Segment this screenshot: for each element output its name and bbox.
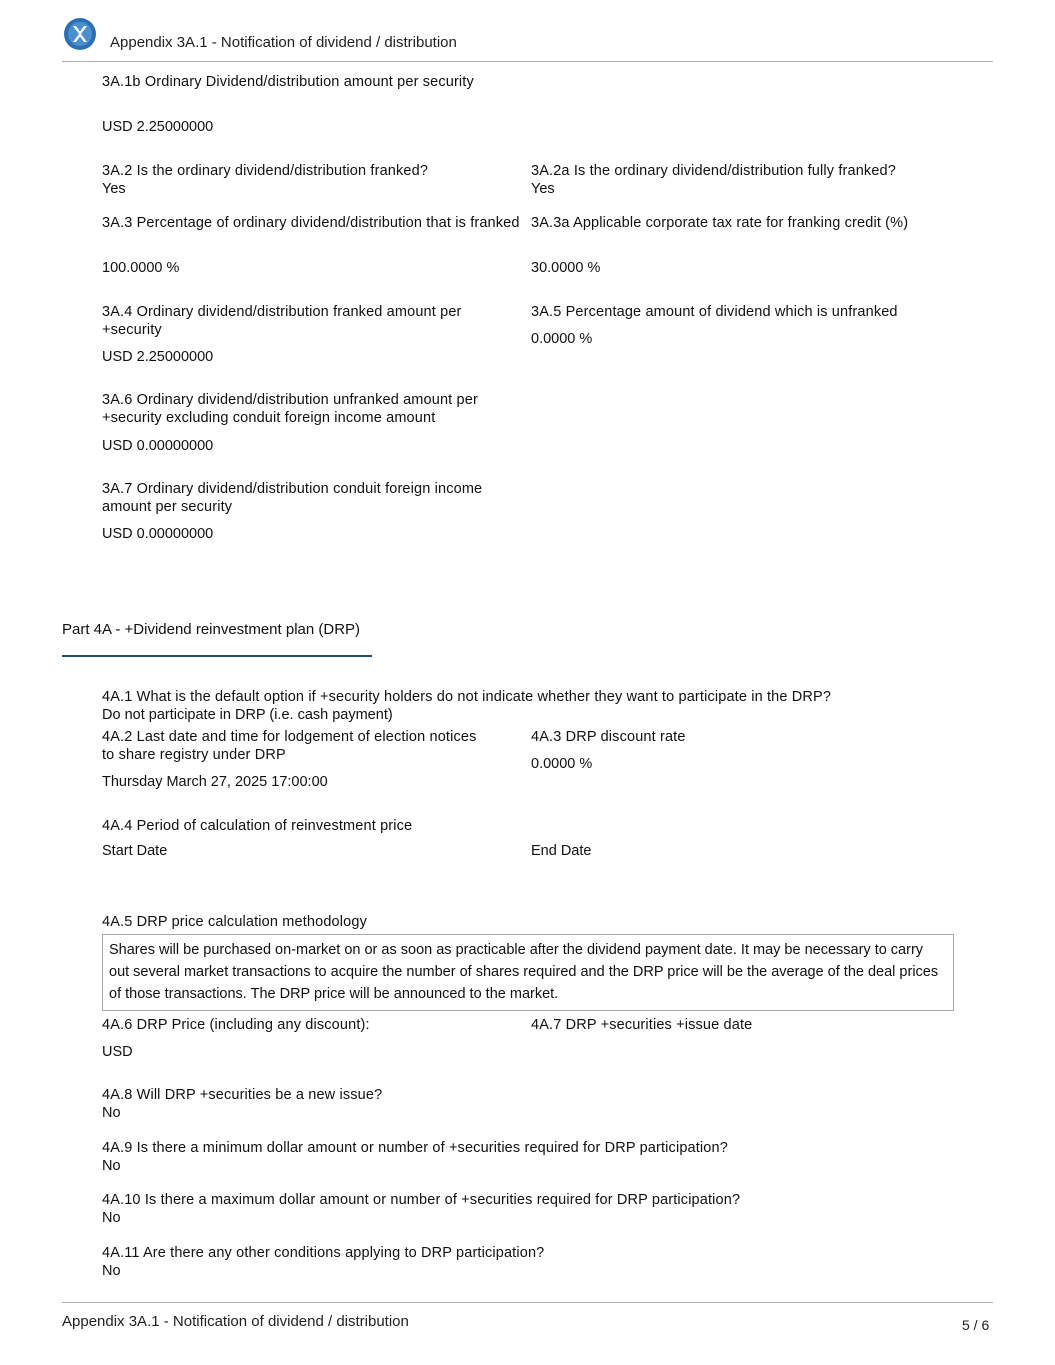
q3a2a-value: Yes [531,181,555,197]
page-number: 5 / 6 [962,1317,990,1333]
part4a-underline [62,655,372,657]
q3a6-label: 3A.6 Ordinary dividend/distribution unfranked amount per +security excluding conduit foreign income amount [102,392,478,426]
q4a5-methodology-box: Shares will be purchased on-market on or as soon as practicable after the dividend payment date. It may be necessary to carry out several market transactions to acquire the number of shares required and the DRP price will be the average of the deal prices of those transactions. The DRP price will be announced to the market. [102,934,954,1011]
q4a4-start-date-label: Start Date [102,843,168,859]
q3a3-label: 3A.3 Percentage of ordinary dividend/distribution that is franked [102,215,520,231]
q4a9-value: No [102,1158,121,1174]
q4a6-label: 4A.6 DRP Price (including any discount): [102,1017,370,1033]
part4a-title: Part 4A - +Dividend reinvestment plan (DRP) [62,621,361,638]
q3a2-value: Yes [102,181,126,197]
q3a4-label: 3A.4 Ordinary dividend/distribution franked amount per +security [102,304,462,338]
q4a2-value: Thursday March 27, 2025 17:00:00 [102,774,328,790]
q3a2a-label: 3A.2a Is the ordinary dividend/distribution fully franked? [531,163,896,179]
q4a10-value: No [102,1210,121,1226]
q4a8-value: No [102,1105,121,1121]
header-title: Appendix 3A.1 - Notification of dividend / distribution [110,34,457,51]
q4a11-value: No [102,1263,121,1279]
q4a1-value: Do not participate in DRP (i.e. cash payment) [102,707,393,723]
q3a3a-value: 30.0000 % [531,260,601,276]
footer-divider [62,1302,993,1303]
q4a7-label: 4A.7 DRP +securities +issue date [531,1017,753,1033]
q4a4-label: 4A.4 Period of calculation of reinvestment price [102,818,413,834]
q4a3-value: 0.0000 % [531,756,593,772]
q3a4-value: USD 2.25000000 [102,349,214,365]
q3a3-value: 100.0000 % [102,260,180,276]
q4a1-label: 4A.1 What is the default option if +security holders do not indicate whether they want to participate in the DRP? [102,689,832,705]
q3a3a-label: 3A.3a Applicable corporate tax rate for franking credit (%) [531,215,909,231]
asx-logo-icon [63,17,97,51]
q3a1b-label: 3A.1b Ordinary Dividend/distribution amount per security [102,74,474,90]
footer-title: Appendix 3A.1 - Notification of dividend / distribution [62,1313,409,1330]
q3a7-value: USD 0.00000000 [102,526,214,542]
q4a4-end-date-label: End Date [531,843,592,859]
q4a10-label: 4A.10 Is there a maximum dollar amount or number of +securities required for DRP participation? [102,1192,741,1208]
q3a2-label: 3A.2 Is the ordinary dividend/distribution franked? [102,163,429,179]
q3a6-value: USD 0.00000000 [102,438,214,454]
q3a5-value: 0.0000 % [531,331,593,347]
q4a2-label: 4A.2 Last date and time for lodgement of election notices to share registry under DRP [102,729,477,763]
q4a9-label: 4A.9 Is there a minimum dollar amount or number of +securities required for DRP participation? [102,1140,728,1156]
q4a5-label: 4A.5 DRP price calculation methodology [102,914,367,930]
q4a3-label: 4A.3 DRP discount rate [531,729,686,745]
header-divider [62,61,993,62]
q4a11-label: 4A.11 Are there any other conditions applying to DRP participation? [102,1245,545,1261]
q4a8-label: 4A.8 Will DRP +securities be a new issue? [102,1087,383,1103]
q4a6-value: USD [102,1044,133,1060]
q3a1b-value: USD 2.25000000 [102,119,214,135]
q3a7-label: 3A.7 Ordinary dividend/distribution conduit foreign income amount per security [102,481,483,515]
q3a5-label: 3A.5 Percentage amount of dividend which is unfranked [531,304,898,320]
